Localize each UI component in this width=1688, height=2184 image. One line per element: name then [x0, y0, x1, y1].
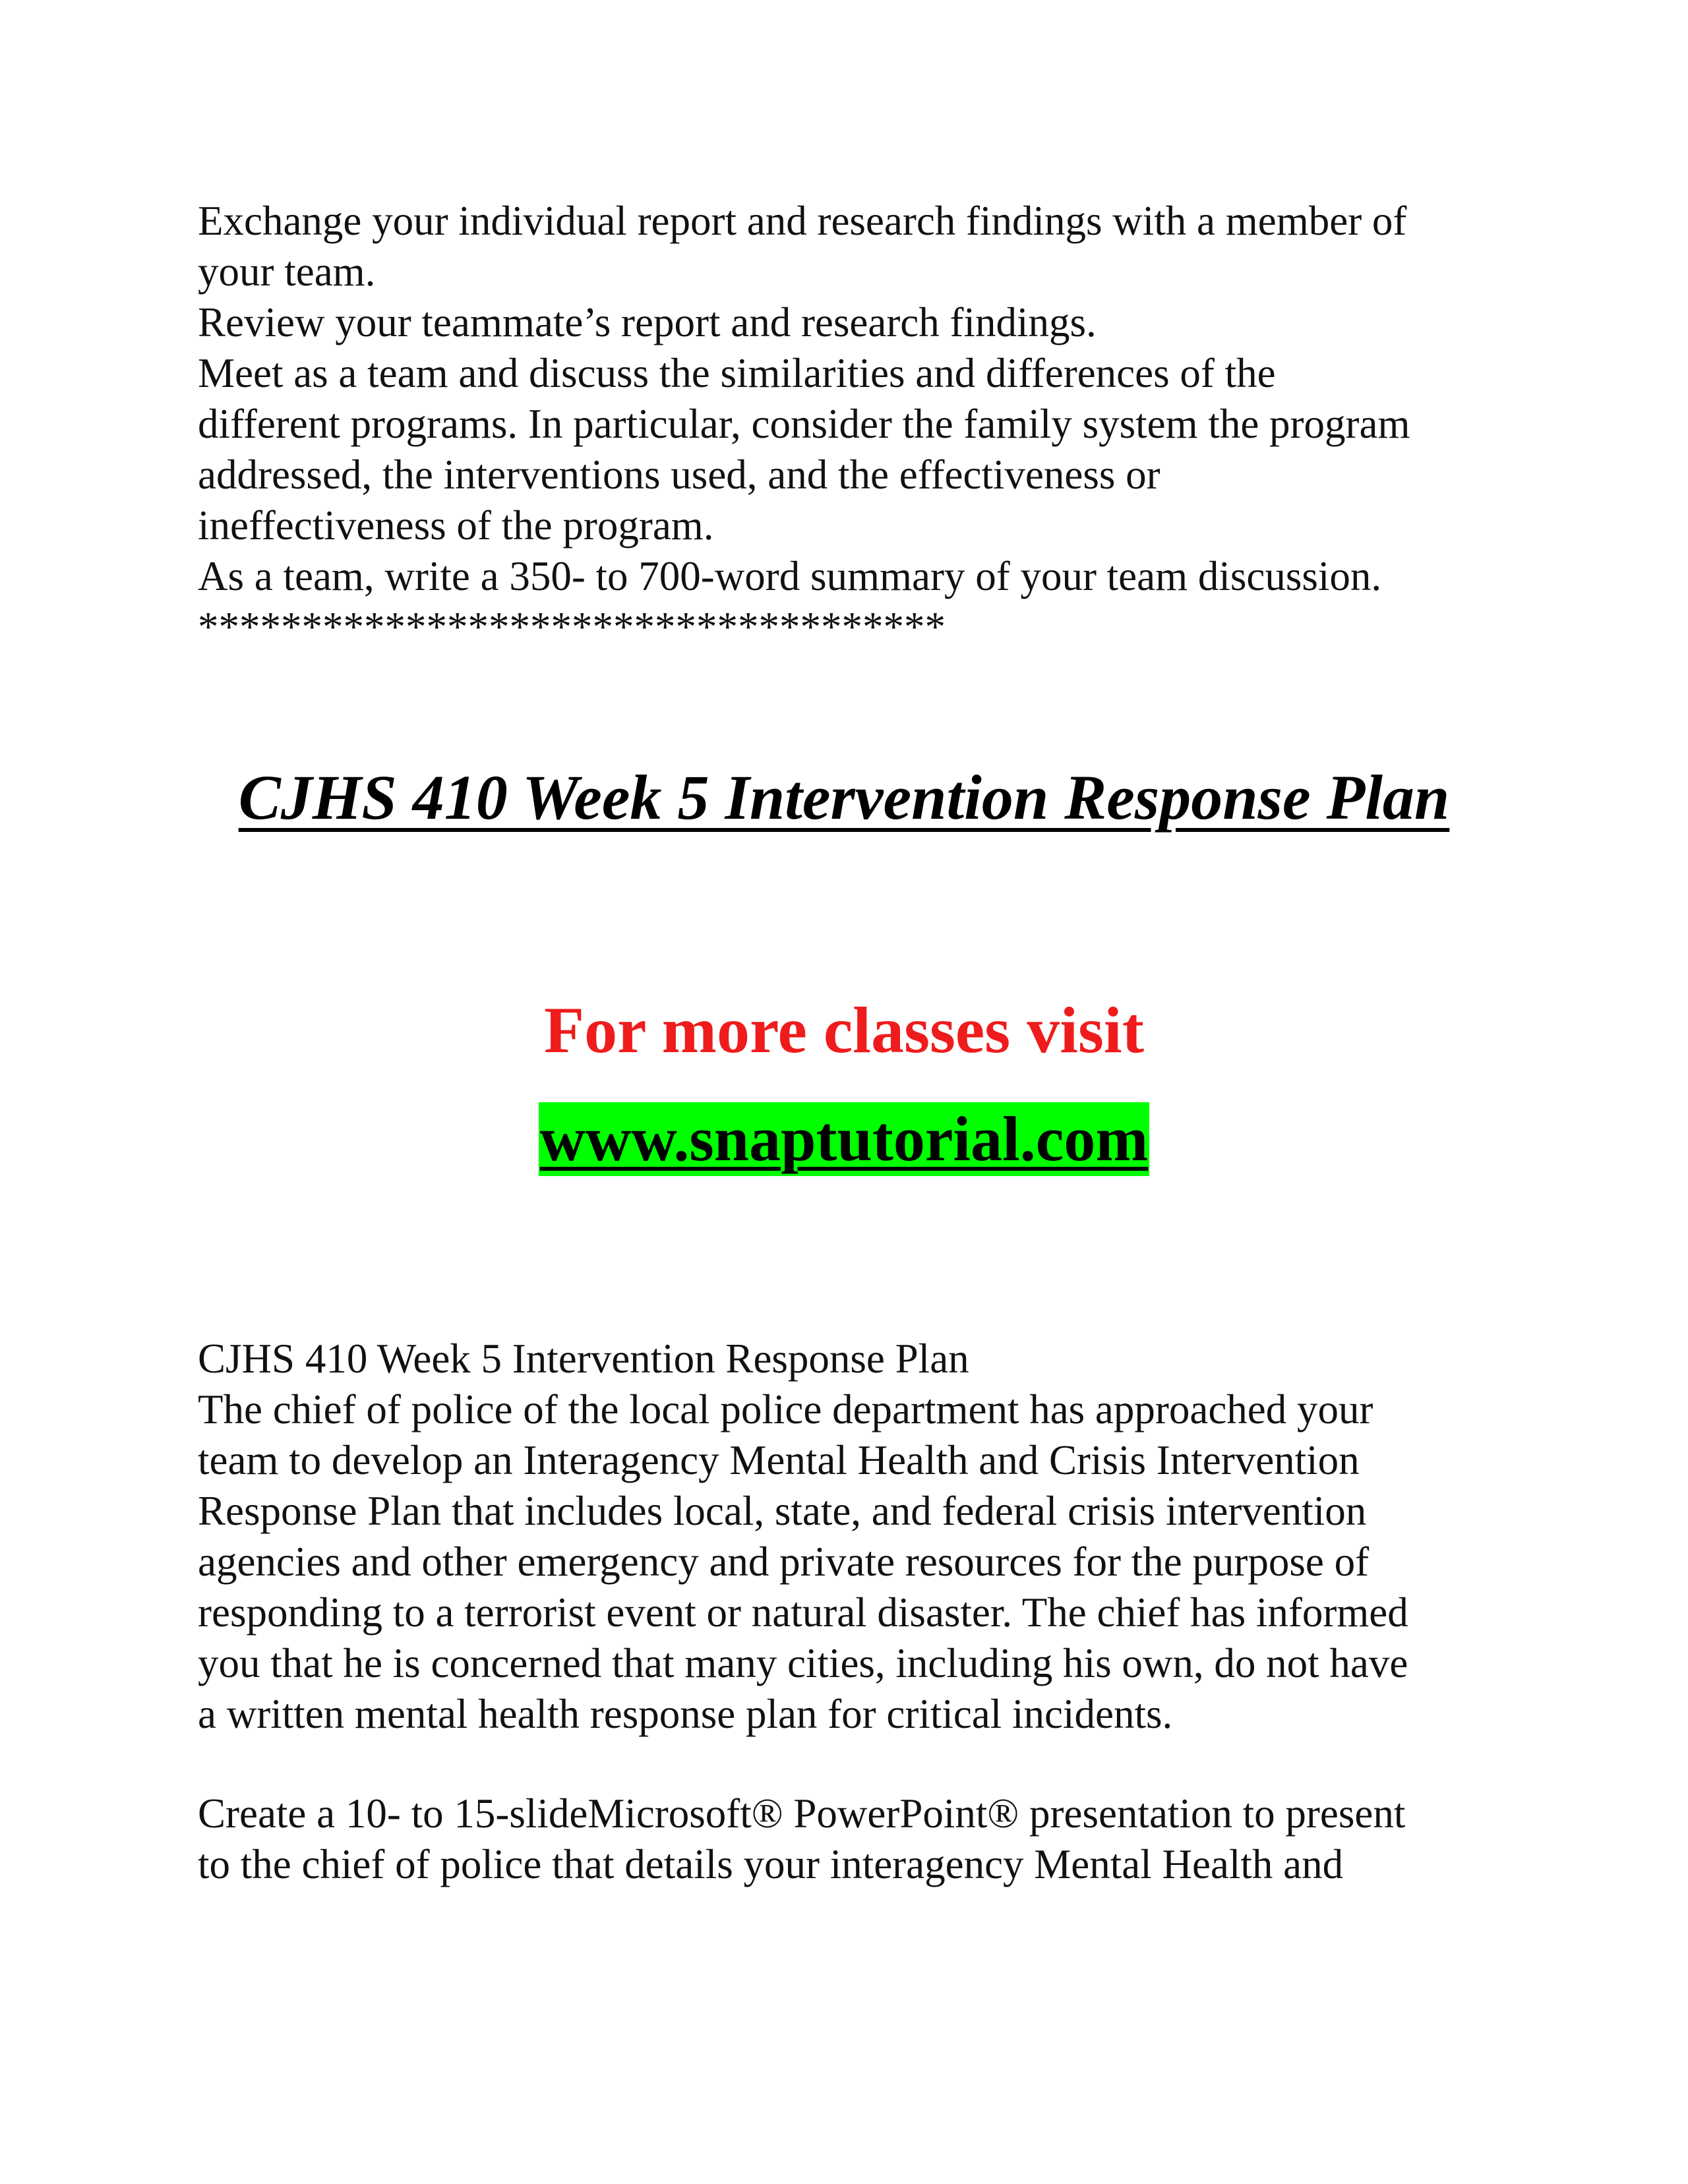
intro-line: Meet as a team and discuss the similarities and differences of the: [198, 350, 1276, 396]
intro-line: different programs. In particular, consider the family system the program: [198, 401, 1410, 447]
body-line: responding to a terrorist event or natural disaster. The chief has informed: [198, 1589, 1408, 1636]
intro-line: Review your teammate’s report and research findings.: [198, 299, 1097, 345]
closing-line: Create a 10- to 15-slideMicrosoft® PowerPoint® presentation to present: [198, 1790, 1406, 1837]
asterisk-separator: ************************************: [198, 604, 946, 650]
body-line: agencies and other emergency and private resources for the purpose of: [198, 1539, 1370, 1585]
intro-line: As a team, write a 350- to 700-word summary of your team discussion.: [198, 553, 1382, 599]
promo-text: For more classes visit: [543, 993, 1144, 1067]
closing-line: to the chief of police that details your interagency Mental Health and: [198, 1841, 1344, 1887]
intro-instructions: [198, 196, 1530, 653]
page-title: CJHS 410 Week 5 Intervention Response Plan: [238, 762, 1450, 833]
body-line: you that he is concerned that many cities, including his own, do not have: [198, 1640, 1408, 1686]
intro-line: Exchange your individual report and research findings with a member of: [198, 198, 1407, 244]
intro-line: your team.: [198, 249, 376, 295]
body-line: a written mental health response plan for critical incidents.: [198, 1691, 1173, 1737]
presentation-instructions: [198, 1788, 1530, 1890]
body-line: The chief of police of the local police department has approached your: [198, 1386, 1373, 1432]
body-line: CJHS 410 Week 5 Intervention Response Plan: [198, 1336, 969, 1382]
assignment-description: [198, 1334, 1530, 1740]
promo-link-container: [0, 1102, 1688, 1176]
body-line: team to develop an Interagency Mental Health and Crisis Intervention: [198, 1437, 1360, 1483]
intro-line: addressed, the interventions used, and the effectiveness or: [198, 452, 1160, 498]
website-link[interactable]: www.snaptutorial.com: [539, 1102, 1150, 1176]
intro-line: ineffectiveness of the program.: [198, 502, 714, 548]
body-line: Response Plan that includes local, state, and federal crisis intervention: [198, 1488, 1367, 1534]
